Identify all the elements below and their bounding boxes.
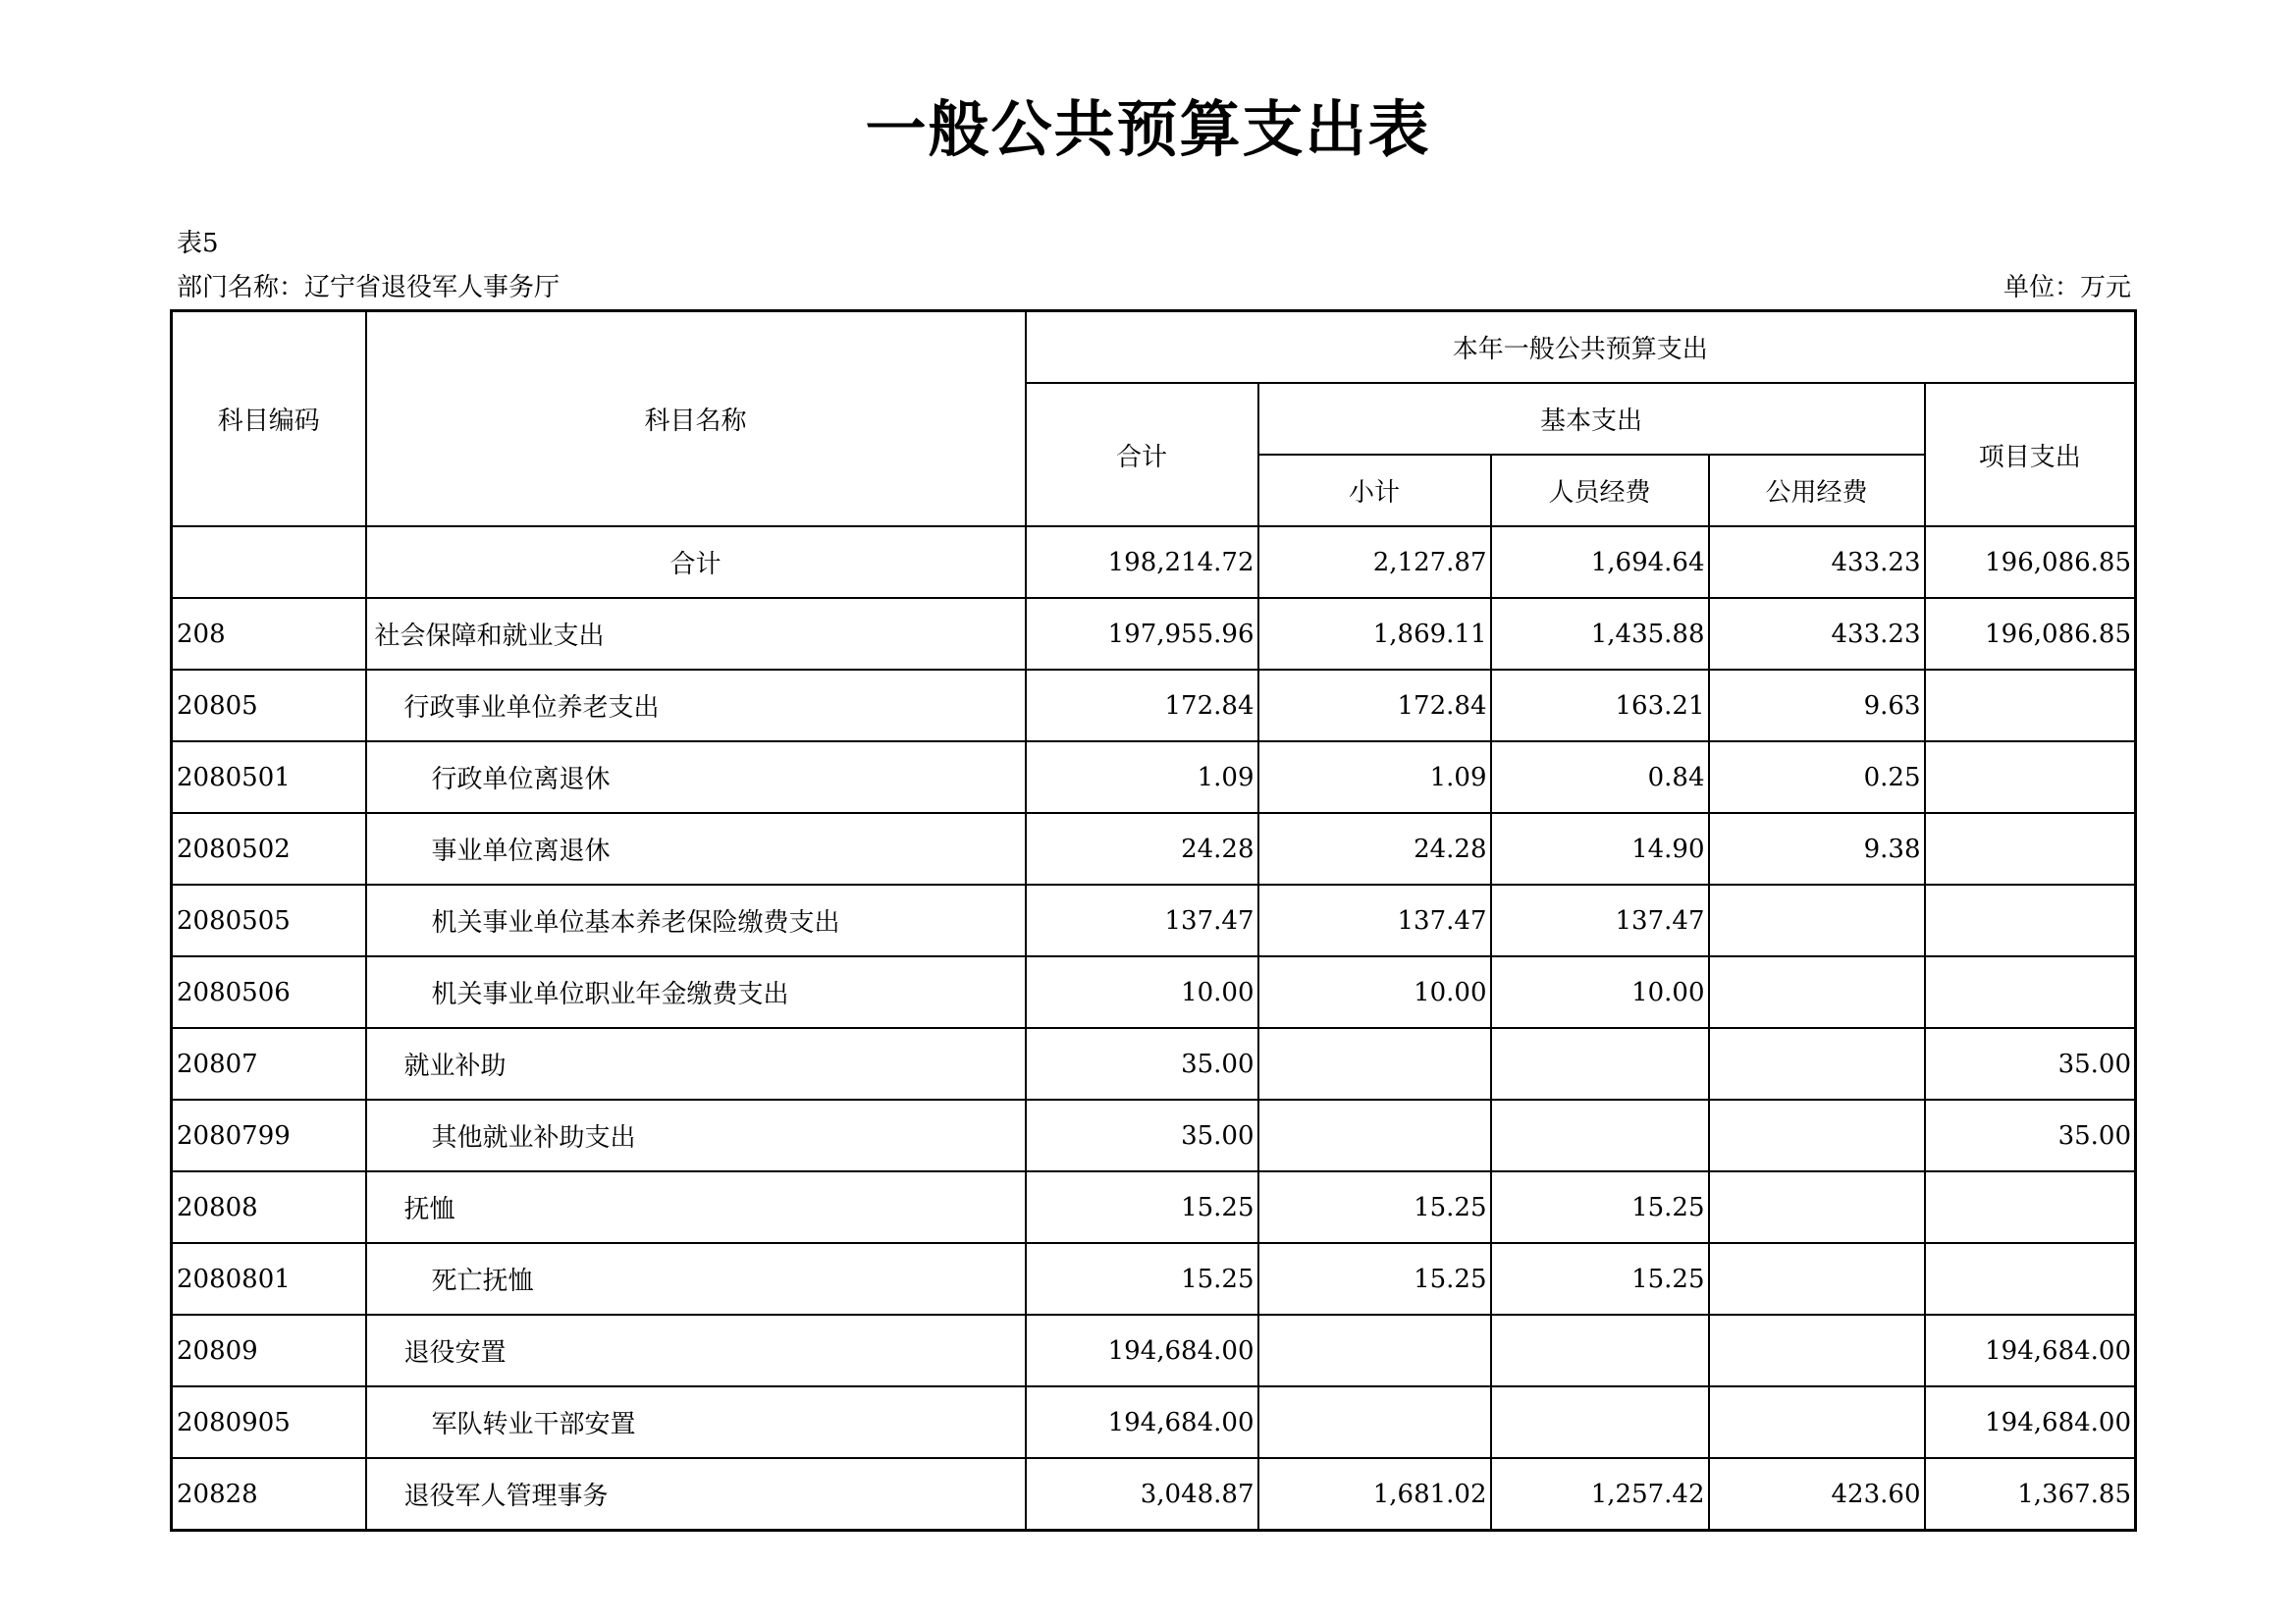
cell-code: 208 (172, 598, 366, 670)
cell-name: 军队转业干部安置 (366, 1386, 1026, 1458)
cell-public (1709, 885, 1925, 956)
cell-subtotal: 15.25 (1258, 1243, 1491, 1315)
table-row (172, 885, 2136, 956)
cell-name: 死亡抚恤 (366, 1243, 1026, 1315)
cell-name: 退役安置 (366, 1315, 1026, 1386)
cell-total: 35.00 (1026, 1100, 1258, 1171)
header-code: 科目编码 (172, 311, 366, 527)
header-group: 本年一般公共预算支出 (1026, 311, 2136, 384)
cell-public: 9.38 (1709, 813, 1925, 885)
table-row (172, 1315, 2136, 1386)
cell-public (1709, 1100, 1925, 1171)
cell-total: 172.84 (1026, 670, 1258, 741)
cell-total: 1.09 (1026, 741, 1258, 813)
cell-subtotal (1258, 1100, 1491, 1171)
cell-personnel (1491, 1100, 1709, 1171)
cell-personnel: 15.25 (1491, 1171, 1709, 1243)
cell-public (1709, 1386, 1925, 1458)
cell-public: 9.63 (1709, 670, 1925, 741)
cell-total: 137.47 (1026, 885, 1258, 956)
table-row (172, 813, 2136, 885)
table-row (172, 956, 2136, 1028)
header-subtotal: 小计 (1258, 455, 1491, 526)
page-title: 一般公共预算支出表 (865, 93, 1431, 165)
cell-code: 2080501 (172, 741, 366, 813)
cell-name: 社会保障和就业支出 (366, 598, 1026, 670)
cell-total: 194,684.00 (1026, 1315, 1258, 1386)
cell-project (1925, 741, 2136, 813)
cell-total: 3,048.87 (1026, 1458, 1258, 1531)
cell-project: 194,684.00 (1925, 1315, 2136, 1386)
cell-total: 10.00 (1026, 956, 1258, 1028)
cell-total: 15.25 (1026, 1171, 1258, 1243)
department-name: 部门名称：辽宁省退役军人事务厅 (177, 273, 561, 302)
cell-name: 退役军人管理事务 (366, 1458, 1026, 1531)
cell-code: 2080905 (172, 1386, 366, 1458)
cell-project (1925, 813, 2136, 885)
cell-project: 1,367.85 (1925, 1458, 2136, 1531)
cell-code: 2080801 (172, 1243, 366, 1315)
cell-subtotal: 24.28 (1258, 813, 1491, 885)
cell-personnel: 14.90 (1491, 813, 1709, 885)
cell-subtotal (1258, 1315, 1491, 1386)
cell-personnel (1491, 1315, 1709, 1386)
cell-total: 194,684.00 (1026, 1386, 1258, 1458)
cell-name: 行政单位离退休 (366, 741, 1026, 813)
budget-table (170, 309, 2137, 1532)
cell-subtotal (1258, 1028, 1491, 1100)
cell-total: 198,214.72 (1026, 526, 1258, 598)
table-row (172, 598, 2136, 670)
cell-project (1925, 956, 2136, 1028)
cell-name: 事业单位离退休 (366, 813, 1026, 885)
cell-project: 35.00 (1925, 1100, 2136, 1171)
cell-name: 行政事业单位养老支出 (366, 670, 1026, 741)
cell-subtotal: 10.00 (1258, 956, 1491, 1028)
cell-subtotal: 2,127.87 (1258, 526, 1491, 598)
cell-subtotal: 1,869.11 (1258, 598, 1491, 670)
cell-total: 24.28 (1026, 813, 1258, 885)
cell-public: 433.23 (1709, 526, 1925, 598)
header-total: 合计 (1026, 383, 1258, 526)
cell-personnel: 137.47 (1491, 885, 1709, 956)
cell-public (1709, 1243, 1925, 1315)
cell-code: 2080506 (172, 956, 366, 1028)
cell-personnel: 163.21 (1491, 670, 1709, 741)
cell-public (1709, 956, 1925, 1028)
header-name: 科目名称 (366, 311, 1026, 527)
cell-project: 196,086.85 (1925, 526, 2136, 598)
cell-subtotal: 1,681.02 (1258, 1458, 1491, 1531)
cell-code: 2080799 (172, 1100, 366, 1171)
cell-public: 433.23 (1709, 598, 1925, 670)
cell-code (172, 526, 366, 598)
table-row (172, 1100, 2136, 1171)
header-personnel: 人员经费 (1491, 455, 1709, 526)
table-row (172, 526, 2136, 598)
cell-code: 2080505 (172, 885, 366, 956)
cell-public (1709, 1028, 1925, 1100)
cell-personnel: 15.25 (1491, 1243, 1709, 1315)
cell-personnel: 0.84 (1491, 741, 1709, 813)
table-row (172, 1171, 2136, 1243)
cell-public (1709, 1315, 1925, 1386)
cell-code: 20805 (172, 670, 366, 741)
cell-personnel: 1,257.42 (1491, 1458, 1709, 1531)
header-basic: 基本支出 (1258, 383, 1925, 455)
cell-code: 20809 (172, 1315, 366, 1386)
cell-total: 35.00 (1026, 1028, 1258, 1100)
table-row (172, 670, 2136, 741)
table-row (172, 1458, 2136, 1531)
cell-subtotal: 172.84 (1258, 670, 1491, 741)
cell-public: 0.25 (1709, 741, 1925, 813)
table-row (172, 741, 2136, 813)
cell-total: 197,955.96 (1026, 598, 1258, 670)
cell-code: 2080502 (172, 813, 366, 885)
cell-subtotal (1258, 1386, 1491, 1458)
table-number: 表5 (177, 229, 219, 258)
cell-subtotal: 15.25 (1258, 1171, 1491, 1243)
cell-personnel (1491, 1386, 1709, 1458)
cell-code: 20807 (172, 1028, 366, 1100)
table-body (172, 526, 2136, 1531)
table-row (172, 1386, 2136, 1458)
cell-project (1925, 670, 2136, 741)
cell-project (1925, 885, 2136, 956)
header-project: 项目支出 (1925, 383, 2136, 526)
cell-name: 机关事业单位基本养老保险缴费支出 (366, 885, 1026, 956)
cell-public (1709, 1171, 1925, 1243)
cell-public: 423.60 (1709, 1458, 1925, 1531)
cell-project (1925, 1171, 2136, 1243)
unit-label: 单位：万元 (2002, 273, 2131, 302)
cell-name: 其他就业补助支出 (366, 1100, 1026, 1171)
table-row (172, 1028, 2136, 1100)
cell-name: 合计 (366, 526, 1026, 598)
table-row (172, 1243, 2136, 1315)
cell-name: 抚恤 (366, 1171, 1026, 1243)
cell-project: 35.00 (1925, 1028, 2136, 1100)
cell-code: 20808 (172, 1171, 366, 1243)
cell-project (1925, 1243, 2136, 1315)
cell-code: 20828 (172, 1458, 366, 1531)
cell-project: 194,684.00 (1925, 1386, 2136, 1458)
cell-total: 15.25 (1026, 1243, 1258, 1315)
cell-name: 就业补助 (366, 1028, 1026, 1100)
cell-personnel (1491, 1028, 1709, 1100)
cell-personnel: 10.00 (1491, 956, 1709, 1028)
cell-subtotal: 137.47 (1258, 885, 1491, 956)
cell-name: 机关事业单位职业年金缴费支出 (366, 956, 1026, 1028)
cell-subtotal: 1.09 (1258, 741, 1491, 813)
cell-personnel: 1,694.64 (1491, 526, 1709, 598)
header-public: 公用经费 (1709, 455, 1925, 526)
cell-personnel: 1,435.88 (1491, 598, 1709, 670)
cell-project: 196,086.85 (1925, 598, 2136, 670)
